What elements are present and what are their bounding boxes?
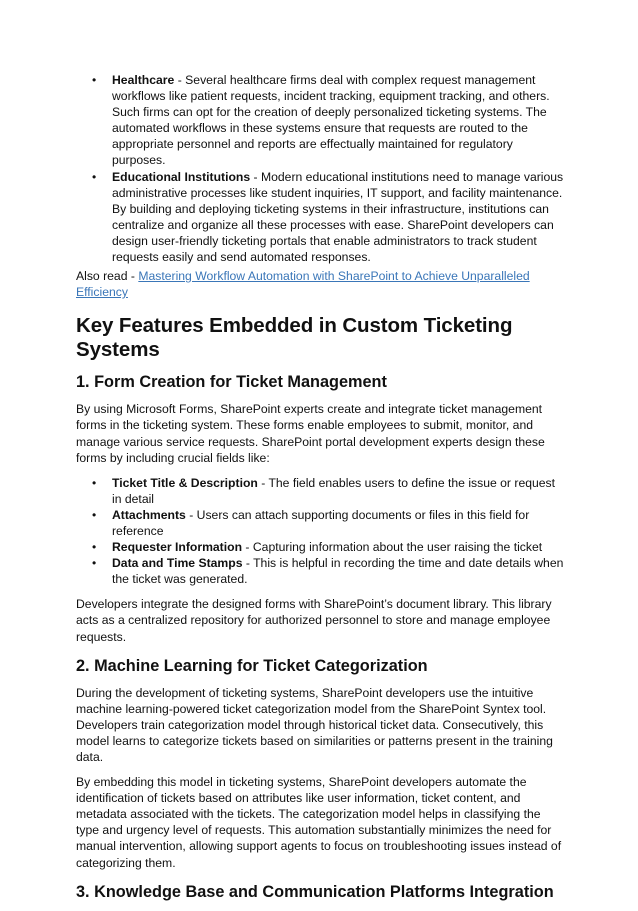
section-1-outro: Developers integrate the designed forms with SharePoint’s document library. This library acts as a centralized repository for authorized personnel to store and manage employee requests. [76,597,552,644]
list-item [76,72,566,169]
list-item-text: - The field enables users to define the issue or request in detail [112,475,556,506]
bullet-icon: • [92,556,97,571]
list-item [76,169,566,266]
section-1-heading: 1. Form Creation for Ticket Management [76,373,387,392]
list-item-term: Educational Institutions [112,169,251,184]
list-item-term: Requester Information [112,540,243,555]
section-2-paragraph-2: By embedding this model in ticketing systems, SharePoint developers automate the identification of tickets based on attributes like user information, ticket content, and metadata associated with the tickets. The categorization model helps in classifying the type and urgency level of requests. This automation substantially minimizes the need for manual intervention, allowing support agents to focus on troubleshooting issues instead of categorizing them. [76,775,562,870]
list-item-text: - Modern educational institutions need to manage various administrative processes like student inquiries, IT support, and facility maintenance. By building and deploying ticketing systems in their infrastructure, institutions can centralize and organize all these processes with ease. SharePoint developers can design user-friendly ticketing portals that enable administrators to track student requests easily and send automated responses. [112,169,564,265]
section-1-intro: By using Microsoft Forms, SharePoint experts create and integrate ticket management forms in the ticketing system. These forms enable employees to submit, monitor, and manage various service requests. SharePoint portal development experts design these forms by including crucial fields like: [76,402,545,465]
bullet-icon: • [92,540,97,555]
list-item-term: Data and Time Stamps [112,556,243,571]
bullet-icon: • [92,475,97,490]
list-item-text: - Several healthcare firms deal with complex request management workflows like patient requests, incident tracking, equipment tracking, and others. Such firms can opt for the creation of deeply personalized ticketing systems. The automated workflows in these systems ensure that requests are routed to the appropriate personnel and reports are effectually maintained for regulatory purposes. [112,73,550,168]
also-read-line [76,268,566,300]
list-item-text: - This is helpful in recording the time and date details when the ticket was generated. [112,556,564,587]
list-item [76,555,566,587]
list-item-text: - Capturing information about the user raising the ticket [242,540,543,555]
main-heading: Key Features Embedded in Custom Ticketing Systems [76,314,513,362]
section-3-heading: 3. Knowledge Base and Communication Platforms Integration [76,882,554,901]
list-item-term: Attachments [112,507,186,522]
list-item-text: - Users can attach supporting documents or files in this field for reference [112,507,530,538]
section-2-paragraph-1: During the development of ticketing systems, SharePoint developers use the intuitive machine learning-powered ticket categorization model from the SharePoint Syntex tool. Developers train categorization model through historical ticket data. Consecutively, this model learns to categorize tickets based on similarities or patterns present in the training data. [76,685,553,764]
also-read-link[interactable]: Mastering Workflow Automation with SharePoint to Achieve Unparalleled Efficiency [76,269,530,300]
form-fields-list [76,475,566,588]
industry-list [76,72,566,265]
bullet-icon: • [92,507,97,522]
list-item [76,539,566,555]
bullet-icon: • [92,73,97,87]
document-page [76,72,566,911]
bullet-icon: • [92,169,97,184]
list-item-term: Ticket Title & Description [112,475,258,490]
list-item-term: Healthcare [112,73,175,87]
also-read-prefix: Also read - [76,269,139,284]
list-item [76,475,566,507]
section-2-heading: 2. Machine Learning for Ticket Categorization [76,656,428,675]
list-item [76,507,566,539]
